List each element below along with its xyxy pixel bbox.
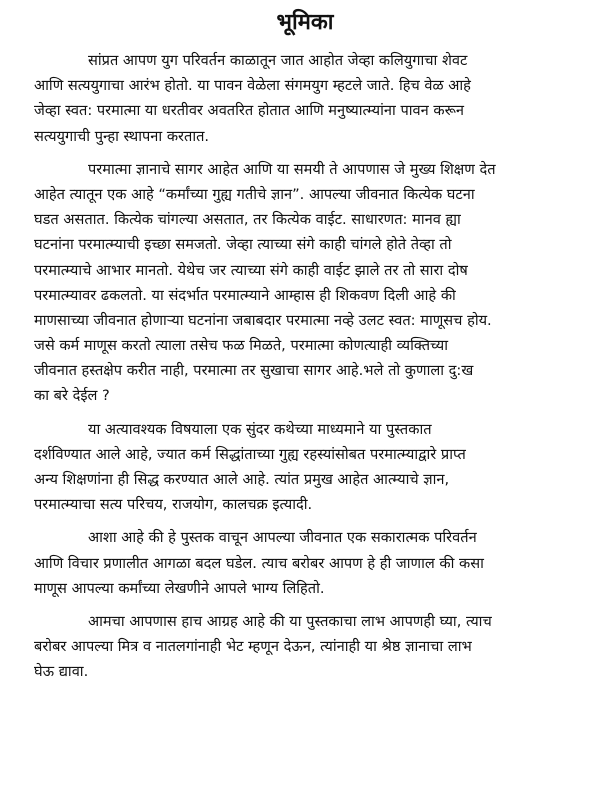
text-line: दर्शविण्यात आले आहे, ज्यात कर्म सिद्धांताच्या गुह्य रहस्यांसोबत परमात्म्याद्वारे प्राप्त — [34, 445, 466, 463]
text-line: घडत असतात. कित्येक चांगल्या असतात, तर कित्येक वाईट. साधारणत: मानव ह्या — [34, 211, 461, 229]
text-line: घेऊ द्यावा. — [34, 663, 89, 681]
text-line: आणि विचार प्रणालीत आगळा बदल घडेल. त्याच बरोबर आपण हे ही जाणाल की कसा — [34, 554, 484, 572]
text-line: माणूस आपल्या कर्मांच्या लेखणीने आपले भाग्य लिहितो. — [34, 579, 325, 597]
text-line: परमात्मा ज्ञानाचे सागर आहेत आणि या समयी ते आपणास जे मुख्य शिक्षण देत — [88, 160, 496, 178]
paragraph — [34, 48, 576, 149]
text-line: जीवनात हस्तक्षेप करीत नाही, परमात्मा तर सुखाचा सागर आहे.भले तो कुणाला दु:ख — [34, 362, 474, 380]
text-line: सत्ययुगाची पुन्हा स्थापना करतात. — [34, 127, 210, 145]
text-line: सांप्रत आपण युग परिवर्तन काळातून जात आहोत जेव्हा कलियुगाचा शेवट — [88, 52, 468, 69]
text-line: आणि सत्ययुगाचा आरंभ होतो. या पावन वेळेला संगमयुग म्हटले जाते. हिच वेळ आहे — [34, 77, 471, 95]
document-body — [34, 48, 576, 685]
text-line: परमात्म्यावर ढकलतो. या संदर्भात परमात्म्याने आम्हास ही शिकवण दिली आहे की — [34, 286, 456, 304]
text-line: बरोबर आपल्या मित्र व नातलगांनाही भेट म्हणून देऊन, त्यांनाही या श्रेष्ठ ज्ञानाचा लाभ — [34, 638, 472, 656]
paragraph — [34, 417, 576, 518]
text-line: आमचा आपणास हाच आग्रह आहे की या पुस्तकाचा लाभ आपणही घ्या, त्याच — [88, 612, 492, 630]
paragraph — [34, 157, 576, 409]
text-line: या अत्यावश्यक विषयाला एक सुंदर कथेच्या माध्यमाने या पुस्तकात — [88, 420, 432, 438]
paragraph — [34, 609, 576, 685]
paragraph — [34, 525, 576, 601]
text-line: परमात्म्याचे आभार मानतो. येथेच जर त्याच्या संगे काही वाईट झाले तर तो सारा दोष — [34, 261, 468, 279]
page-title: भूमिका — [276, 10, 334, 35]
text-line: आशा आहे की हे पुस्तक वाचून आपल्या जीवनात एक सकारात्मक परिवर्तन — [88, 529, 477, 547]
text-line: घटनांना परमात्म्याची इच्छा समजतो. जेव्हा त्याच्या संगे काही चांगले होते तेव्हा तो — [34, 236, 452, 254]
text-line: जेव्हा स्वत: परमात्मा या धरतीवर अवतरित होतात आणि मनुष्यात्म्यांना पावन करून — [34, 102, 465, 120]
text-line: का बरे देईल ? — [34, 387, 110, 405]
text-line: अन्य शिक्षणांना ही सिद्ध करण्यात आले आहे. त्यांत प्रमुख आहेत आत्म्याचे ज्ञान, — [34, 471, 450, 488]
text-line: माणसाच्या जीवनात होणाऱ्या घटनांना जबाबदार परमात्मा नव्हे उलट स्वत: माणूसच होय. — [34, 311, 492, 329]
text-line: जसे कर्म माणूस करतो त्याला तसेच फळ मिळते, परमात्मा कोणत्याही व्यक्तिच्या — [34, 337, 449, 355]
text-line: परमात्म्याचा सत्य परिचय, राजयोग, कालचक्र इत्यादी. — [34, 496, 313, 514]
text-line: आहेत त्यातून एक आहे “कर्मांच्या गुह्य गतीचे ज्ञान”. आपल्या जीवनात कित्येक घटना — [34, 185, 475, 203]
